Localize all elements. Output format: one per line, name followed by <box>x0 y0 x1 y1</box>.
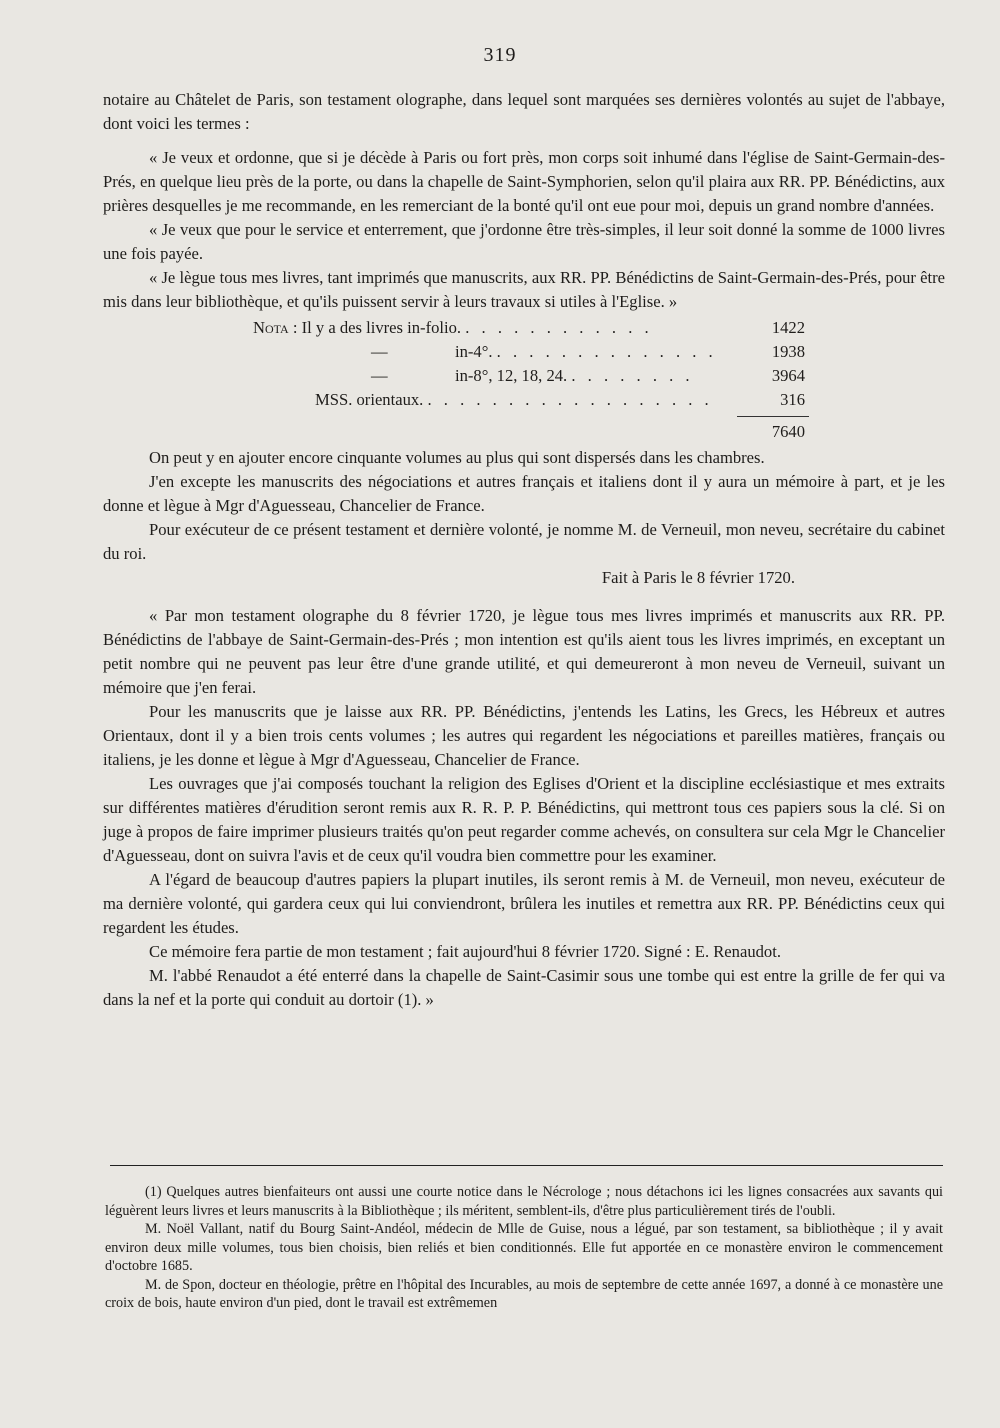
paragraph: Pour les manuscrits que je laisse aux RR. PP. Bénédictins, j'entends les Latins, les Grecs, les Hébreux et autres Orientaux, dont il y a bien trois cents volumes ; les autres qui regardent les négociations et pareilles matières, français ou italiens, je les donne et lègue à Mgr d'Aguesseau, Chancelier de France. <box>103 702 945 769</box>
sum-rule <box>103 412 945 420</box>
row-value: 1422 <box>771 318 805 337</box>
row-value: 316 <box>780 390 805 409</box>
paragraph: On peut y en ajouter encore cinquante volumes au plus qui sont dispersés dans les chambres. <box>149 448 765 467</box>
paragraph: A l'égard de beaucoup d'autres papiers la plupart inutiles, ils seront remis à M. de Verneuil, mon neveu, exécuteur de ma dernière volonté, qui gardera ceux qui lui conviendront, brûlera les inutiles et remettra aux RR. PP. Bénédictins ceux qui regardent les études. <box>103 870 945 937</box>
paragraph: « Par mon testament olographe du 8 février 1720, je lègue tous mes livres imprimés et manuscrits aux RR. PP. Bénédictins de l'abbaye de Saint-Germain-des-Prés ; mon intention est qu'ils aient tous les livres imprimés, en exceptant un petit nombre qui ne peuvent pas leur être d'une grande utilité, et qui demeureront à mon neveu de Verneuil, suivant un mémoire que j'en ferai. <box>103 606 945 697</box>
date-line: Fait à Paris le 8 février 1720. <box>601 568 795 587</box>
row-value: 3964 <box>771 366 805 385</box>
paragraph: Les ouvrages que j'ai composés touchant la religion des Eglises d'Orient et la discipline ecclésiastique et mes extraits sur différentes matières d'érudition seront remis aux R. R. P. P. Bénédictins, qui mettront tous ces papiers sous la clé. Si on juge à propos de faire imprimer plusieurs traités qu'on peut regarder comme achevés, on consultera sur cela Mgr le Chancelier d'Aguesseau, dont on suivra l'avis et de ceux qu'il voudra bien commettre pour les examiner. <box>103 774 945 865</box>
footnote: M. de Spon, docteur en théologie, prêtre en l'hôpital des Incurables, au mois de septembre de cette année 1697, a donné à ce monastère une croix de bois, haute environ d'un pied, dont le travail est extrêmemen <box>105 1276 943 1311</box>
row-label: in-4°. <box>455 342 493 361</box>
main-text <box>103 88 945 1012</box>
row-label: in-8°, 12, 18, 24. <box>455 366 568 385</box>
paragraph: M. l'abbé Renaudot a été enterré dans la chapelle de Saint-Casimir sous une tombe qui est entre la grille de fer qui va dans la nef et la porte qui conduit au dortoir (1). » <box>103 966 945 1009</box>
table-row: MSS. orientaux. . . . . . . . . . . . . . . . . . . 316 <box>103 388 945 412</box>
row-label: MSS. orientaux. <box>315 390 424 409</box>
paragraph: Pour exécuteur de ce présent testament et dernière volonté, je nomme M. de Verneuil, mon neveu, secrétaire du cabinet du roi. <box>103 520 945 563</box>
ditto-dash: — <box>371 342 388 361</box>
footnote: M. Noël Vallant, natif du Bourg Saint-Andéol, médecin de Mlle de Guise, nous a légué, par son testament, sa bibliothèque ; il y avait environ deux mille volumes, tous bien choisis, bien reliés et bien conditionnés. Elle fut apportée en ce monastère environ le commencement d'octobre 1685. <box>105 1221 943 1274</box>
page-number: 319 <box>483 44 517 66</box>
paragraph: « Je lègue tous mes livres, tant imprimés que manuscrits, aux RR. PP. Bénédictins de Saint-Germain-des-Prés, pour être mis dans leur bibliothèque, et qu'ils puissent servir à leurs travaux si utiles à l'Eglise. » <box>103 268 945 311</box>
row-label: Il y a des livres in-folio. <box>301 318 462 337</box>
paragraph: notaire au Châtelet de Paris, son testament olographe, dans lequel sont marquées ses dernières volontés au sujet de l'abbaye, dont voici les termes : <box>103 90 945 133</box>
footnote-divider <box>110 1165 943 1166</box>
ditto-dash: — <box>371 366 388 385</box>
footnotes <box>105 1183 943 1313</box>
nota-label: Nota : <box>253 318 298 337</box>
table-row: — in-4°. . . . . . . . . . . . . . . 1938 <box>103 340 945 364</box>
table-row-total <box>103 420 945 444</box>
row-value: 1938 <box>771 342 805 361</box>
paragraph: « Je veux et ordonne, que si je décède à Paris ou fort près, mon corps soit inhumé dans l'église de Saint-Germain-des-Prés, en quelque lieu près de la porte, ou dans la chapelle de Saint-Symphorien, selon qu'il plaira aux RR. PP. Bénédictins, aux prières desquelles je me recommande, en les remerciant de la bonté qu'il ont eue pour moi, depuis un grand nombre d'années. <box>103 148 945 215</box>
paragraph: « Je veux que pour le service et enterrement, que j'ordonne être très-simples, il leur soit donné la somme de 1000 livres une fois payée. <box>103 220 945 263</box>
footnote: (1) Quelques autres bienfaiteurs ont aussi une courte notice dans le Nécrologe ; nous détachons ici les lignes consacrées aux savants qui léguèrent leurs livres et leurs manuscrits à la Bibliothèque ; ils méritent, semblent-ils, d'être plus particulièrement tirés de l'oubli. <box>105 1184 943 1219</box>
paragraph: J'en excepte les manuscrits des négociations et autres français et italiens dont il y aura un mémoire à part, et je les donne et lègue à Mgr d'Aguesseau, Chancelier de France. <box>103 472 945 515</box>
book-count-table <box>103 316 945 444</box>
total-value: 7640 <box>771 422 805 441</box>
paragraph: Ce mémoire fera partie de mon testament ; fait aujourd'hui 8 février 1720. Signé : E. Renaudot. <box>149 942 781 961</box>
table-row: — in-8°, 12, 18, 24. . . . . . . . . 3964 <box>103 364 945 388</box>
table-row: Nota : Il y a des livres in-folio. . . . . . . . . . . . . 1422 <box>103 316 945 340</box>
